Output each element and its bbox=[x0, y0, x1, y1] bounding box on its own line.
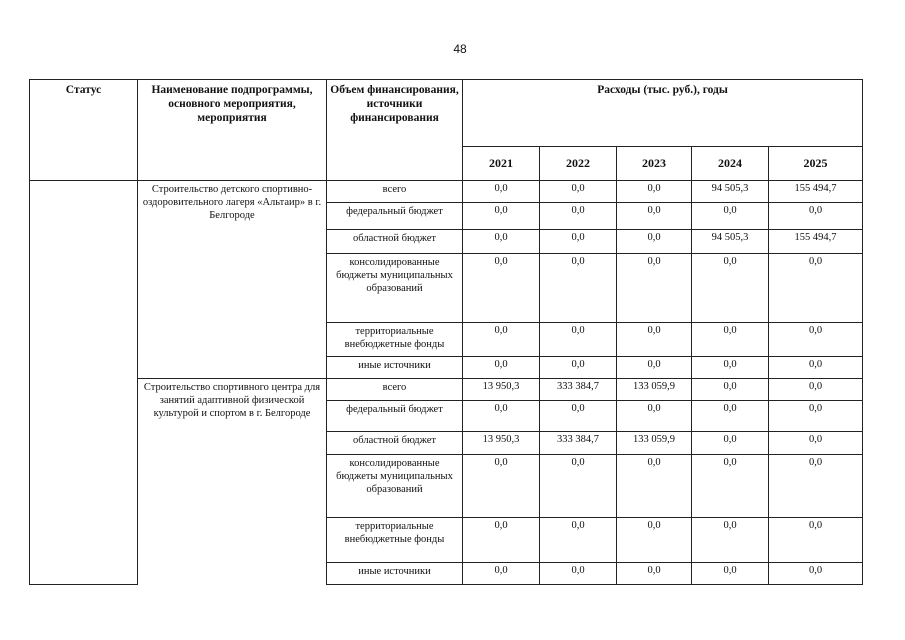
value-cell: 0,0 bbox=[769, 323, 863, 357]
value-cell: 0,0 bbox=[463, 563, 540, 585]
value-cell: 0,0 bbox=[540, 518, 617, 563]
header-status: Статус bbox=[30, 80, 138, 181]
value-cell: 0,0 bbox=[692, 203, 769, 230]
value-cell: 0,0 bbox=[617, 455, 692, 518]
value-cell: 0,0 bbox=[692, 401, 769, 432]
value-cell: 155 494,7 bbox=[769, 230, 863, 254]
value-cell: 0,0 bbox=[692, 563, 769, 585]
value-cell: 155 494,7 bbox=[769, 181, 863, 203]
source-label: федеральный бюджет bbox=[327, 203, 463, 230]
year-2023: 2023 bbox=[617, 147, 692, 181]
value-cell: 133 059,9 bbox=[617, 379, 692, 401]
value-cell: 0,0 bbox=[617, 203, 692, 230]
value-cell: 0,0 bbox=[692, 254, 769, 323]
value-cell: 0,0 bbox=[617, 323, 692, 357]
value-cell: 0,0 bbox=[617, 401, 692, 432]
value-cell: 0,0 bbox=[769, 455, 863, 518]
table-row bbox=[30, 379, 863, 401]
source-label: территориальные внебюджетные фонды bbox=[327, 323, 463, 357]
value-cell: 0,0 bbox=[463, 230, 540, 254]
value-cell: 0,0 bbox=[769, 357, 863, 379]
value-cell: 0,0 bbox=[769, 432, 863, 455]
value-cell: 0,0 bbox=[540, 254, 617, 323]
value-cell: 94 505,3 bbox=[692, 230, 769, 254]
value-cell: 0,0 bbox=[463, 518, 540, 563]
value-cell: 0,0 bbox=[692, 432, 769, 455]
value-cell: 0,0 bbox=[692, 455, 769, 518]
value-cell: 0,0 bbox=[617, 563, 692, 585]
value-cell: 0,0 bbox=[769, 203, 863, 230]
project-name: Строительство детского спортивно-оздоровительного лагеря «Альтаир» в г. Белгороде bbox=[138, 181, 327, 379]
value-cell: 0,0 bbox=[692, 323, 769, 357]
value-cell: 0,0 bbox=[540, 401, 617, 432]
value-cell: 0,0 bbox=[617, 254, 692, 323]
year-2025: 2025 bbox=[769, 147, 863, 181]
value-cell: 0,0 bbox=[463, 323, 540, 357]
value-cell: 0,0 bbox=[769, 563, 863, 585]
source-label: федеральный бюджет bbox=[327, 401, 463, 432]
value-cell: 0,0 bbox=[769, 254, 863, 323]
value-cell: 13 950,3 bbox=[463, 379, 540, 401]
value-cell: 0,0 bbox=[617, 357, 692, 379]
value-cell: 0,0 bbox=[692, 357, 769, 379]
value-cell: 0,0 bbox=[617, 518, 692, 563]
value-cell: 0,0 bbox=[769, 401, 863, 432]
project-name: Строительство спортивного центра для занятий адаптивной физической культурой и спортом в г. Белгороде bbox=[138, 379, 327, 585]
year-2021: 2021 bbox=[463, 147, 540, 181]
header-funding: Объем финансирования, источники финансирования bbox=[327, 80, 463, 181]
value-cell: 0,0 bbox=[692, 518, 769, 563]
value-cell: 0,0 bbox=[540, 230, 617, 254]
value-cell: 0,0 bbox=[463, 357, 540, 379]
header-name: Наименование подпрограммы, основного мероприятия, мероприятия bbox=[138, 80, 327, 181]
value-cell: 333 384,7 bbox=[540, 432, 617, 455]
page-number: 48 bbox=[453, 42, 467, 56]
source-label: иные источники bbox=[327, 357, 463, 379]
value-cell: 0,0 bbox=[617, 181, 692, 203]
value-cell: 333 384,7 bbox=[540, 379, 617, 401]
source-label: областной бюджет bbox=[327, 230, 463, 254]
value-cell: 0,0 bbox=[540, 357, 617, 379]
value-cell: 0,0 bbox=[540, 563, 617, 585]
budget-table bbox=[29, 79, 863, 585]
source-label: консолидированные бюджеты муниципальных образований bbox=[327, 455, 463, 518]
value-cell: 13 950,3 bbox=[463, 432, 540, 455]
value-cell: 0,0 bbox=[617, 230, 692, 254]
source-label: консолидированные бюджеты муниципальных образований bbox=[327, 254, 463, 323]
value-cell: 0,0 bbox=[540, 181, 617, 203]
value-cell: 133 059,9 bbox=[617, 432, 692, 455]
source-label: всего bbox=[327, 181, 463, 203]
source-label: областной бюджет bbox=[327, 432, 463, 455]
header-expenses: Расходы (тыс. руб.), годы bbox=[463, 80, 863, 147]
value-cell: 0,0 bbox=[463, 455, 540, 518]
year-2022: 2022 bbox=[540, 147, 617, 181]
value-cell: 0,0 bbox=[463, 181, 540, 203]
value-cell: 94 505,3 bbox=[692, 181, 769, 203]
value-cell: 0,0 bbox=[540, 455, 617, 518]
value-cell: 0,0 bbox=[463, 401, 540, 432]
value-cell: 0,0 bbox=[540, 203, 617, 230]
value-cell: 0,0 bbox=[769, 518, 863, 563]
value-cell: 0,0 bbox=[692, 379, 769, 401]
table-row bbox=[30, 181, 863, 203]
source-label: иные источники bbox=[327, 563, 463, 585]
year-2024: 2024 bbox=[692, 147, 769, 181]
value-cell: 0,0 bbox=[769, 379, 863, 401]
source-label: территориальные внебюджетные фонды bbox=[327, 518, 463, 563]
value-cell: 0,0 bbox=[540, 323, 617, 357]
value-cell: 0,0 bbox=[463, 203, 540, 230]
value-cell: 0,0 bbox=[463, 254, 540, 323]
source-label: всего bbox=[327, 379, 463, 401]
status-cell bbox=[30, 181, 138, 585]
header-row bbox=[30, 80, 863, 147]
